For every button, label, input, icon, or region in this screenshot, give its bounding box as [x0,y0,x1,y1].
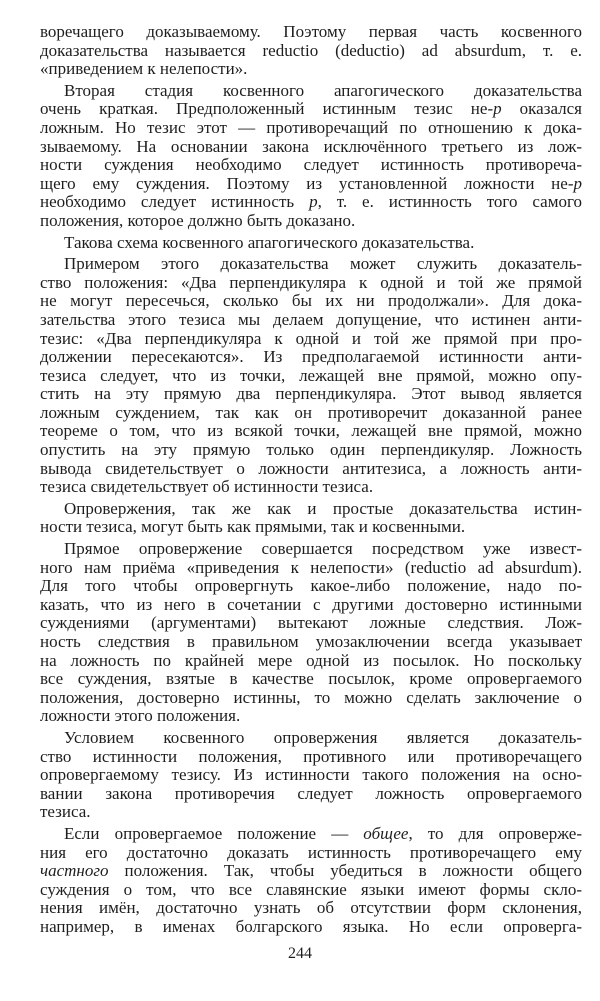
text-line [40,82,582,101]
paragraph [40,82,582,231]
text-line [40,899,582,918]
text-line [40,652,582,671]
text-line [40,330,582,349]
text-line [40,785,582,804]
text-line [40,441,582,460]
text-line [40,707,582,726]
paragraph [40,23,582,79]
text-segment: Если опровергаемое положение — [64,823,364,843]
text-line [40,311,582,330]
text-segment: ложным суждением, так как он противоречит доказанной ранее [40,402,582,422]
text-line [40,175,582,194]
text-segment: Вторая стадия косвенного апагогического доказательства [64,80,582,100]
text-segment: не могут пересечься, сколько бы их ни продолжали». Для дока- [40,291,582,311]
text-line [40,478,582,497]
text-segment: суждениями (аргументами) вытекают ложные следствия. Лож- [40,613,582,633]
text-line [40,212,582,231]
text-line [40,138,582,157]
text-line [40,729,582,748]
text-line [40,500,582,519]
text-segment: Такова схема косвенного апагогического доказательства. [64,232,475,252]
text-segment: оказался [501,99,582,119]
paragraph [40,234,582,253]
text-line [40,689,582,708]
italic-text: частного [40,861,109,881]
text-line [40,596,582,615]
text-segment: зываемому. На основании закона исключённого третьего из лож- [40,136,582,156]
text-line [40,803,582,822]
text-segment: ство истинности положения, противного или противоречащего [40,746,582,766]
text-segment: например, в именах болгарского языка. Но если опроверга- [40,916,582,936]
text-segment: Условием косвенного опровержения является доказатель- [64,727,582,747]
text-line [40,614,582,633]
text-segment: ность следствия в правильном умозаключении всегда указывает [40,632,582,651]
text-line [40,844,582,863]
text-segment: тезиса следует, что из точки, лежащей вне прямой, можно опу- [40,365,582,385]
text-line [40,540,582,559]
text-segment: суждения о том, что все славянские языки имеют формы скло- [40,879,582,899]
text-segment: ного нам приёма «приведения к нелепости» (reductio ad absurdum). [40,557,582,577]
text-segment: положения, достоверно истинны, то можно сделать заключение о [40,687,582,707]
text-segment: на ложность по крайней мере одной из посылок. Но поскольку [40,650,582,670]
italic-text: p [493,99,502,119]
text-segment: ния его достаточно доказать истинность противоречащего ему [40,842,582,862]
italic-text: p [573,173,582,193]
text-line [40,766,582,785]
text-segment: ство положения: «Два перпендикуляра к одной и той же прямой [40,272,582,292]
text-line [40,862,582,881]
text-line [40,193,582,212]
text-line [40,367,582,386]
text-line [40,292,582,311]
text-segment: , то для опроверже- [408,823,582,843]
text-segment: «приведением к нелепости». [40,59,248,79]
text-segment: казать, что из него в сочетании с другими достоверно истинными [40,594,582,614]
text-line [40,422,582,441]
text-line [40,918,582,937]
text-line [40,100,582,119]
text-line [40,42,582,61]
text-segment: тезиса. [40,802,91,822]
page-body [40,23,582,937]
text-line [40,348,582,367]
text-segment: положения, которое должно быть доказано. [40,210,356,230]
italic-text: p [309,192,318,212]
paragraph [40,825,582,937]
text-segment: воречащего доказываемому. Поэтому первая часть косвенного [40,22,582,41]
text-segment: вании закона противоречия следует ложность опровергаемого [40,783,582,803]
text-segment: ложности этого положения. [40,706,241,726]
text-line [40,633,582,652]
text-line [40,460,582,479]
text-segment: опустить на эту прямую только один перпендикуляр. Ложность [40,440,582,460]
text-segment: должении пересекаются». Из предполагаемой истинности анти- [40,347,582,367]
text-segment: положения. Так, чтобы убедиться в ложности общего [108,861,582,881]
paragraph [40,255,582,497]
text-line [40,23,582,42]
text-line [40,385,582,404]
text-line [40,518,582,537]
text-line [40,577,582,596]
text-segment: Примером этого доказательства может служить доказатель- [64,254,582,274]
text-segment: ности тезиса, могут быть как прямыми, так и косвенными. [40,517,466,537]
text-line [40,404,582,423]
text-line [40,234,582,253]
page-number: 244 [288,945,312,962]
text-line [40,670,582,689]
paragraph [40,500,582,537]
text-segment: ложным. Но тезис этот — противоречащий по отношению к дока- [40,117,582,137]
text-line [40,156,582,175]
text-segment: щего ему суждения. Поэтому из установленной ложности не- [40,173,574,193]
text-segment: зательства этого тезиса мы делаем допущение, что истинен анти- [40,309,582,329]
text-segment: тезиса свидетельствует об истинности тезиса. [40,477,374,497]
text-segment: доказательства называется reductio (deductio) ad absurdum, т. е. [40,40,582,60]
text-line [40,255,582,274]
text-line [40,559,582,578]
text-segment: Опровержения, так же как и простые доказательства истин- [64,498,582,518]
text-segment: , т. е. истинность того самого [317,192,583,212]
paragraph [40,540,582,726]
text-segment: опровергаемому тезису. Из истинности такого положения на осно- [40,765,582,785]
italic-text: общее [363,823,409,843]
text-line [40,748,582,767]
text-segment: тезис: «Два перпендикуляра к одной и той же прямой при про- [40,328,582,348]
text-line [40,881,582,900]
text-line [40,274,582,293]
text-segment: Прямое опровержение совершается посредством уже извест- [64,539,582,559]
text-segment: очень краткая. Предположенный истинным тезис не- [40,99,494,119]
paragraph [40,729,582,822]
text-segment: вывода свидетельствует о ложности антитезиса, а ложность анти- [40,458,582,478]
text-line [40,825,582,844]
text-segment: ности суждения необходимо следует истинность противореча- [40,155,582,175]
text-line [40,60,582,79]
text-segment: необходимо следует истинность [40,192,310,212]
text-segment: стить на эту прямую два перпендикуляра. Этот вывод является [40,384,582,404]
text-segment: нения имён, достаточно узнать об отсутствии форм склонения, [40,898,582,918]
text-segment: все суждения, взятые в качестве посылок, кроме опровергаемого [40,669,582,689]
text-segment: Для того чтобы опровергнуть какое-либо положение, надо по- [40,576,582,596]
text-line [40,119,582,138]
text-segment: теореме о том, что из всякой точки, лежащей вне прямой, можно [40,421,582,441]
